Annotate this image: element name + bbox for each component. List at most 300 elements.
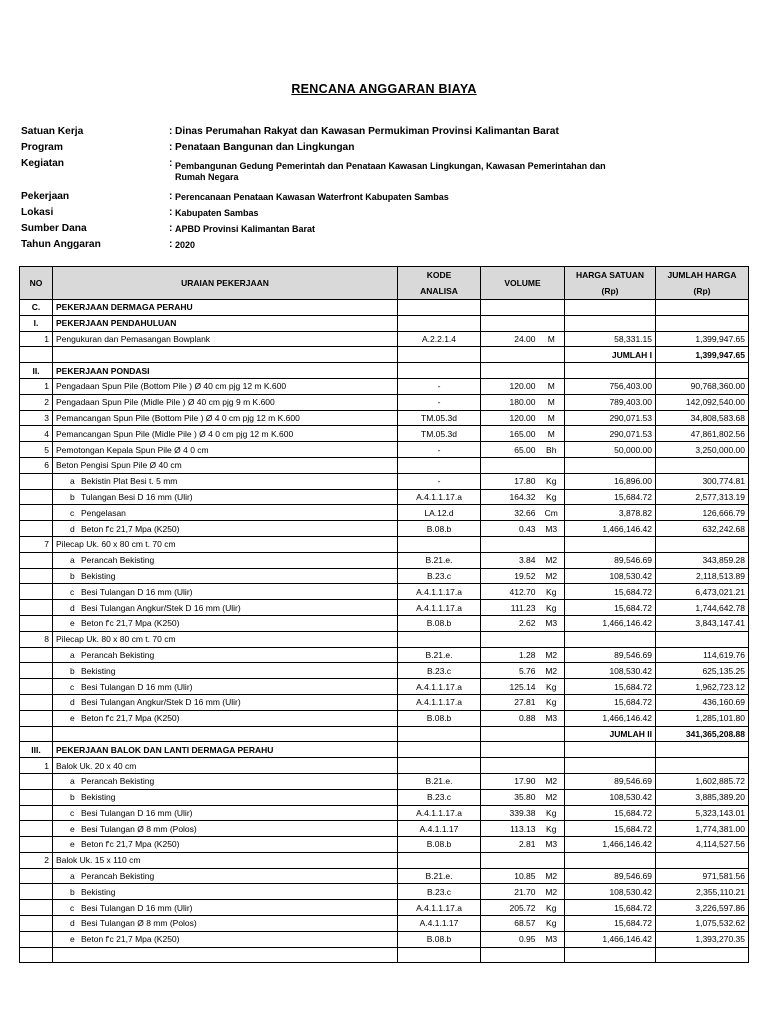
empty-cell <box>539 363 565 379</box>
item-number: 7 <box>20 536 53 552</box>
item-code: A.4.1.1.17 <box>398 821 481 837</box>
item-total: 2,355,110.21 <box>656 884 749 900</box>
group-row <box>20 536 749 552</box>
item-unit-price: 15,684.72 <box>565 600 656 616</box>
meta-label: Program <box>21 142 63 153</box>
item-code: A.4.1.1.17 <box>398 916 481 932</box>
item-volume: 32.66 <box>481 505 539 521</box>
table-header <box>20 267 749 300</box>
item-unit: Kg <box>539 694 565 710</box>
empty-cell <box>20 868 53 884</box>
item-total: 300,774.81 <box>656 473 749 489</box>
item-text: Beton f'c 21,7 Mpa (K250) <box>81 713 180 724</box>
item-unit-price: 108,530.42 <box>565 789 656 805</box>
empty-cell <box>539 457 565 473</box>
item-number: 5 <box>20 442 53 458</box>
item-unit-price: 1,466,146.42 <box>565 931 656 947</box>
item-unit-price: 108,530.42 <box>565 663 656 679</box>
item-total: 1,602,885.72 <box>656 773 749 789</box>
item-description <box>53 584 398 600</box>
item-number: 1 <box>20 378 53 394</box>
empty-cell <box>53 347 398 363</box>
empty-cell <box>539 347 565 363</box>
table-row <box>20 821 749 837</box>
item-description <box>53 837 398 853</box>
empty-cell <box>20 821 53 837</box>
subtotal-value: 1,399,947.65 <box>656 347 749 363</box>
item-code: A.4.1.1.17.a <box>398 900 481 916</box>
budget-table <box>19 266 749 963</box>
item-unit-price: 1,466,146.42 <box>565 837 656 853</box>
empty-cell <box>481 300 539 316</box>
empty-cell <box>565 947 656 963</box>
item-number: 2 <box>20 852 53 868</box>
item-number: 6 <box>20 457 53 473</box>
item-total: 2,118,513.89 <box>656 568 749 584</box>
table-row <box>20 473 749 489</box>
item-code: B.23.c <box>398 789 481 805</box>
empty-cell <box>481 726 539 742</box>
meta-value: Perencanaan Penataan Kawasan Waterfront Kabupaten Sambas <box>175 192 449 202</box>
empty-cell <box>20 521 53 537</box>
item-total: 1,399,947.65 <box>656 331 749 347</box>
meta-value: Kabupaten Sambas <box>175 208 259 218</box>
section-row-2 <box>20 363 749 379</box>
empty-cell <box>398 300 481 316</box>
item-letter: c <box>70 681 75 692</box>
empty-cell <box>539 631 565 647</box>
item-unit-price: 290,071.53 <box>565 426 656 442</box>
item-unit-price: 89,546.69 <box>565 773 656 789</box>
empty-cell <box>481 315 539 331</box>
item-title: Pilecap Uk. 80 x 80 cm t. 70 cm <box>53 631 398 647</box>
item-code: B.08.b <box>398 931 481 947</box>
table-row <box>20 426 749 442</box>
empty-cell <box>53 947 398 963</box>
meta-value: Penataan Bangunan dan Lingkungan <box>175 142 355 153</box>
empty-cell <box>398 536 481 552</box>
table-row <box>20 442 749 458</box>
item-unit-price: 58,331.15 <box>565 331 656 347</box>
item-code: B.08.b <box>398 521 481 537</box>
item-code: - <box>398 442 481 458</box>
item-total: 5,323,143.01 <box>656 805 749 821</box>
item-unit-price: 15,684.72 <box>565 584 656 600</box>
empty-cell <box>539 947 565 963</box>
item-total: 436,160.69 <box>656 694 749 710</box>
item-total: 3,885,389.20 <box>656 789 749 805</box>
item-volume: 2.62 <box>481 615 539 631</box>
item-volume: 19.52 <box>481 568 539 584</box>
item-letter: b <box>70 665 75 676</box>
empty-cell <box>398 947 481 963</box>
item-letter: c <box>70 507 75 518</box>
item-total: 6,473,021.21 <box>656 584 749 600</box>
section-row-3 <box>20 742 749 758</box>
item-unit: M3 <box>539 521 565 537</box>
item-total: 632,242.68 <box>656 521 749 537</box>
item-unit: M2 <box>539 663 565 679</box>
meta-label: Kegiatan <box>21 158 65 169</box>
section-row-c <box>20 300 749 316</box>
empty-cell <box>481 742 539 758</box>
empty-cell <box>656 742 749 758</box>
item-description <box>53 552 398 568</box>
item-unit-price: 15,684.72 <box>565 489 656 505</box>
table-row <box>20 615 749 631</box>
empty-cell <box>656 852 749 868</box>
item-text: Pengelasan <box>81 507 126 518</box>
item-unit: M <box>539 378 565 394</box>
item-total: 1,744,642.78 <box>656 600 749 616</box>
item-letter: e <box>70 934 75 945</box>
table-row <box>20 521 749 537</box>
col-header-harga: HARGA SATUAN (Rp) <box>565 267 656 300</box>
item-volume: 10.85 <box>481 868 539 884</box>
item-unit: M2 <box>539 773 565 789</box>
table-row <box>20 884 749 900</box>
item-unit: Kg <box>539 679 565 695</box>
item-code: B.23.c <box>398 884 481 900</box>
item-text: Bekisting <box>81 570 116 581</box>
item-letter: d <box>70 602 75 613</box>
item-code: TM.05.3d <box>398 426 481 442</box>
item-total: 1,962,723.12 <box>656 679 749 695</box>
empty-cell <box>20 473 53 489</box>
empty-cell <box>656 363 749 379</box>
item-description <box>53 805 398 821</box>
item-code: A.4.1.1.17.a <box>398 679 481 695</box>
item-code: B.21.e. <box>398 773 481 789</box>
empty-cell <box>539 852 565 868</box>
item-text: Besi Tulangan Angkur/Stek D 16 mm (Ulir) <box>81 602 241 613</box>
item-volume: 24.00 <box>481 331 539 347</box>
section-number: C. <box>20 300 53 316</box>
item-text: Besi Tulangan Ø 8 mm (Polos) <box>81 918 197 929</box>
meta-value: Dinas Perumahan Rakyat dan Kawasan Permukiman Provinsi Kalimantan Barat <box>175 126 559 137</box>
item-code: - <box>398 473 481 489</box>
item-volume: 17.90 <box>481 773 539 789</box>
item-text: Bekisting <box>81 792 116 803</box>
item-code: LA.12.d <box>398 505 481 521</box>
item-volume: 0.88 <box>481 710 539 726</box>
item-total: 126,666.79 <box>656 505 749 521</box>
item-unit: M <box>539 426 565 442</box>
empty-cell <box>398 852 481 868</box>
item-code: A.4.1.1.17.a <box>398 600 481 616</box>
item-total: 4,114,527.56 <box>656 837 749 853</box>
item-description: Pemancangan Spun Pile (Midle Pile ) Ø 4 0 cm pjg 12 m K.600 <box>53 426 398 442</box>
empty-cell <box>398 758 481 774</box>
empty-cell <box>20 789 53 805</box>
item-description <box>53 663 398 679</box>
item-total: 3,843,147.41 <box>656 615 749 631</box>
empty-cell <box>539 758 565 774</box>
item-code: B.23.c <box>398 663 481 679</box>
item-text: Beton f'c 21,7 Mpa (K250) <box>81 618 180 629</box>
empty-cell <box>20 347 53 363</box>
item-text: Besi Tulangan D 16 mm (Ulir) <box>81 807 193 818</box>
table-row <box>20 584 749 600</box>
item-unit: M2 <box>539 568 565 584</box>
item-description <box>53 568 398 584</box>
section-title: PEKERJAAN PENDAHULUAN <box>53 315 398 331</box>
table-row <box>20 900 749 916</box>
item-unit-price: 15,684.72 <box>565 916 656 932</box>
section-title: PEKERJAAN PONDASI <box>53 363 398 379</box>
col-header-no: NO <box>20 267 53 300</box>
item-letter: c <box>70 902 75 913</box>
empty-cell <box>565 315 656 331</box>
item-letter: a <box>70 871 75 882</box>
item-code: A.4.1.1.17.a <box>398 489 481 505</box>
empty-cell <box>656 457 749 473</box>
item-text: Beton f'c 21,7 Mpa (K250) <box>81 523 180 534</box>
meta-label: Lokasi <box>21 207 54 218</box>
col-header-jumlah: JUMLAH HARGA (Rp) <box>656 267 749 300</box>
item-number: 3 <box>20 410 53 426</box>
empty-cell <box>20 710 53 726</box>
table-row <box>20 600 749 616</box>
item-unit: M3 <box>539 615 565 631</box>
item-text: Perancah Bekisting <box>81 871 155 882</box>
item-unit: M2 <box>539 789 565 805</box>
meta-value: APBD Provinsi Kalimantan Barat <box>175 224 316 234</box>
item-unit-price: 89,546.69 <box>565 552 656 568</box>
item-letter: b <box>70 491 75 502</box>
item-description <box>53 679 398 695</box>
meta-value: 2020 <box>175 240 196 250</box>
meta-label: Satuan Kerja <box>21 126 84 137</box>
item-volume: 27.81 <box>481 694 539 710</box>
item-description <box>53 600 398 616</box>
group-row <box>20 758 749 774</box>
item-unit: Kg <box>539 900 565 916</box>
table-row <box>20 505 749 521</box>
empty-cell <box>481 457 539 473</box>
item-unit-price: 108,530.42 <box>565 884 656 900</box>
empty-cell <box>565 631 656 647</box>
item-letter: b <box>70 570 75 581</box>
item-unit: M2 <box>539 884 565 900</box>
item-unit-price: 1,466,146.42 <box>565 710 656 726</box>
item-unit-price: 1,466,146.42 <box>565 615 656 631</box>
item-letter: a <box>70 649 75 660</box>
item-unit: Cm <box>539 505 565 521</box>
item-description <box>53 884 398 900</box>
item-unit: M3 <box>539 710 565 726</box>
table-end-row <box>20 947 749 963</box>
item-volume: 1.28 <box>481 647 539 663</box>
table-row <box>20 773 749 789</box>
empty-cell <box>565 457 656 473</box>
item-code: B.21.e. <box>398 552 481 568</box>
item-volume: 164.32 <box>481 489 539 505</box>
item-description <box>53 916 398 932</box>
item-unit-price: 3,878.82 <box>565 505 656 521</box>
item-volume: 0.43 <box>481 521 539 537</box>
item-unit-price: 789,403.00 <box>565 394 656 410</box>
item-text: Besi Tulangan Ø 8 mm (Polos) <box>81 823 197 834</box>
item-total: 142,092,540.00 <box>656 394 749 410</box>
item-total: 34,808,583.68 <box>656 410 749 426</box>
table-row <box>20 378 749 394</box>
item-volume: 17.80 <box>481 473 539 489</box>
item-total: 47,861,802.56 <box>656 426 749 442</box>
subtotal-row-1 <box>20 347 749 363</box>
empty-cell <box>398 347 481 363</box>
item-description <box>53 647 398 663</box>
empty-cell <box>398 363 481 379</box>
item-unit-price: 89,546.69 <box>565 647 656 663</box>
table-row <box>20 868 749 884</box>
item-code: B.23.c <box>398 568 481 584</box>
item-code: A.4.1.1.17.a <box>398 694 481 710</box>
empty-cell <box>656 536 749 552</box>
table-row <box>20 410 749 426</box>
item-letter: a <box>70 776 75 787</box>
table-row <box>20 489 749 505</box>
item-letter: d <box>70 918 75 929</box>
empty-cell <box>20 916 53 932</box>
empty-cell <box>398 631 481 647</box>
section-number: I. <box>20 315 53 331</box>
empty-cell <box>20 884 53 900</box>
item-volume: 35.80 <box>481 789 539 805</box>
item-code: A.4.1.1.17.a <box>398 805 481 821</box>
item-volume: 3.84 <box>481 552 539 568</box>
item-volume: 113.13 <box>481 821 539 837</box>
item-description <box>53 615 398 631</box>
item-volume: 0.95 <box>481 931 539 947</box>
item-total: 2,577,313.19 <box>656 489 749 505</box>
item-text: Bekisting <box>81 886 116 897</box>
item-unit-price: 15,684.72 <box>565 694 656 710</box>
empty-cell <box>53 726 398 742</box>
empty-cell <box>398 457 481 473</box>
item-unit: Kg <box>539 805 565 821</box>
col-header-volume: VOLUME <box>481 267 565 300</box>
item-description <box>53 521 398 537</box>
item-letter: a <box>70 555 75 566</box>
section-number: II. <box>20 363 53 379</box>
item-unit-price: 15,684.72 <box>565 805 656 821</box>
item-unit: M <box>539 331 565 347</box>
table-body <box>20 300 749 963</box>
item-description: Pengadaan Spun Pile (Midle Pile ) Ø 40 cm pjg 9 m K.600 <box>53 394 398 410</box>
item-total: 1,285,101.80 <box>656 710 749 726</box>
section-row-1 <box>20 315 749 331</box>
item-unit: Kg <box>539 473 565 489</box>
item-text: Tulangan Besi D 16 mm (Ulir) <box>81 491 193 502</box>
item-text: Beton f'c 21,7 Mpa (K250) <box>81 839 180 850</box>
item-text: Bekisting <box>81 665 116 676</box>
item-unit: M2 <box>539 647 565 663</box>
item-letter: e <box>70 713 75 724</box>
item-unit-price: 290,071.53 <box>565 410 656 426</box>
item-total: 343,859.28 <box>656 552 749 568</box>
empty-cell <box>539 536 565 552</box>
item-number: 8 <box>20 631 53 647</box>
item-unit: M3 <box>539 931 565 947</box>
item-unit-price: 16,896.00 <box>565 473 656 489</box>
item-volume: 120.00 <box>481 378 539 394</box>
table-row <box>20 394 749 410</box>
item-total: 114,619.76 <box>656 647 749 663</box>
empty-cell <box>20 615 53 631</box>
empty-cell <box>398 315 481 331</box>
table-row <box>20 789 749 805</box>
item-description <box>53 868 398 884</box>
item-unit: Bh <box>539 442 565 458</box>
item-text: Perancah Bekisting <box>81 776 155 787</box>
item-total: 3,250,000.00 <box>656 442 749 458</box>
item-total: 971,581.56 <box>656 868 749 884</box>
empty-cell <box>565 363 656 379</box>
empty-cell <box>481 347 539 363</box>
item-unit: M2 <box>539 552 565 568</box>
item-unit-price: 50,000.00 <box>565 442 656 458</box>
item-volume: 21.70 <box>481 884 539 900</box>
item-description <box>53 710 398 726</box>
table-row <box>20 647 749 663</box>
empty-cell <box>565 758 656 774</box>
empty-cell <box>20 805 53 821</box>
empty-cell <box>565 852 656 868</box>
item-letter: e <box>70 823 75 834</box>
empty-cell <box>481 758 539 774</box>
item-letter: c <box>70 586 75 597</box>
empty-cell <box>481 852 539 868</box>
item-text: Beton f'c 21,7 Mpa (K250) <box>81 934 180 945</box>
empty-cell <box>539 315 565 331</box>
item-text: Besi Tulangan Angkur/Stek D 16 mm (Ulir) <box>81 697 241 708</box>
empty-cell <box>20 568 53 584</box>
group-row <box>20 631 749 647</box>
item-unit: Kg <box>539 916 565 932</box>
table-row <box>20 663 749 679</box>
table-row <box>20 552 749 568</box>
empty-cell <box>656 947 749 963</box>
item-code: - <box>398 378 481 394</box>
section-title: PEKERJAAN DERMAGA PERAHU <box>53 300 398 316</box>
empty-cell <box>20 947 53 963</box>
item-code: B.08.b <box>398 710 481 726</box>
item-volume: 111.23 <box>481 600 539 616</box>
item-total: 1,393,270.35 <box>656 931 749 947</box>
subtotal-value: 341,365,208.88 <box>656 726 749 742</box>
empty-cell <box>20 837 53 853</box>
empty-cell <box>539 726 565 742</box>
empty-cell <box>20 694 53 710</box>
item-letter: e <box>70 839 75 850</box>
item-text: Perancah Bekisting <box>81 649 155 660</box>
table-row <box>20 837 749 853</box>
empty-cell <box>656 315 749 331</box>
item-letter: d <box>70 697 75 708</box>
item-volume: 5.76 <box>481 663 539 679</box>
item-code: B.21.e. <box>398 868 481 884</box>
item-title: Balok Uk. 20 x 40 cm <box>53 758 398 774</box>
item-description <box>53 931 398 947</box>
empty-cell <box>20 900 53 916</box>
item-volume: 2.81 <box>481 837 539 853</box>
item-number: 1 <box>20 758 53 774</box>
empty-cell <box>656 758 749 774</box>
document-title: RENCANA ANGGARAN BIAYA <box>291 82 477 96</box>
item-unit: M2 <box>539 868 565 884</box>
table-row <box>20 805 749 821</box>
